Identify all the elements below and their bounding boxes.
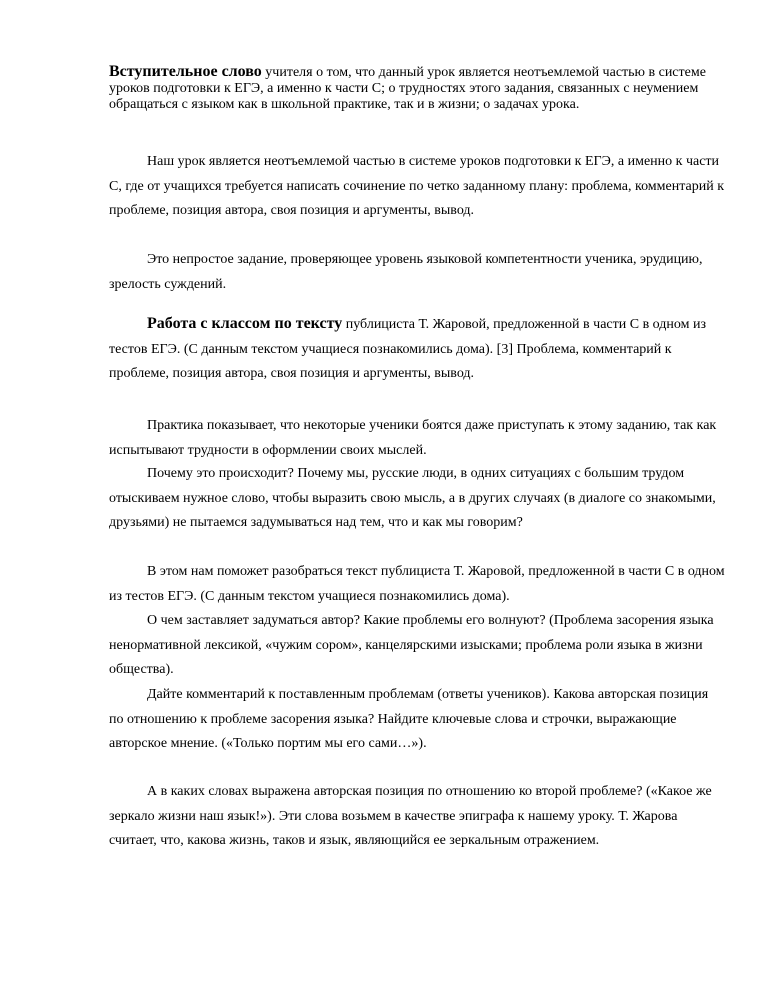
paragraph-task-difficulty: Это непростое задание, проверяющее уровень языковой компетентности ученика, эрудицию, зрелость суждений. (109, 252, 703, 292)
paragraph-epigraph: А в каких словах выражена авторская позиция по отношению ко второй проблеме? («Какое же зеркало жизни наш язык!»). Эти слова возьмем в качестве эпиграфа к нашему уроку. Т. Жарова считает, что, какова жизнь, таков и язык, являющийся ее зеркальным отражением. (109, 784, 712, 848)
paragraph-lesson-purpose: Наш урок является неотъемлемой частью в системе уроков подготовки к ЕГЭ, а именно к части С, где от учащихся требуется написать сочинение по четко заданному плану: проблема, комментарий к проблеме, позиция автора, своя позиция и аргументы, вывод. (109, 154, 725, 218)
class-work-heading: Работа с классом по тексту (147, 315, 343, 332)
paragraph-why: Почему это происходит? Почему мы, русские люди, в одних ситуациях с большим трудом отыскиваем нужное слово, чтобы выразить свою мысль, а в других случаях (в диалоге со знакомыми, друзьями) не пытаемся задумываться над тем, что и как мы говорим? (109, 466, 716, 530)
intro-paragraph (109, 64, 725, 113)
intro-text: учителя о том, что данный урок является неотъемлемой частью в системе уроков подготовки к ЕГЭ, а именно к части С; о трудностях этого задания, связанных с неумением обращаться с языком как в школьной практике, так и в жизни; о задачах урока. (109, 65, 706, 112)
paragraph-class-work (109, 312, 725, 387)
paragraph-text-help: В этом нам поможет разобраться текст публициста Т. Жаровой, предложенной в части С в одном из тестов ЕГЭ. (С данным текстом учащиеся познакомились дома). (109, 564, 725, 604)
intro-heading: Вступительное слово (109, 63, 262, 80)
paragraph-practice: Практика показывает, что некоторые ученики боятся даже приступать к этому заданию, так как испытывают трудности в оформлении своих мыслей. (109, 418, 717, 458)
paragraph-problems: О чем заставляет задуматься автор? Какие проблемы его волнуют? (Проблема засорения языка ненормативной лексикой, «чужим сором», канцелярскими изысками; проблема роли языка в жизни общества). (109, 613, 714, 677)
class-work-text: публициста Т. Жаровой, предложенной в части С в одном из тестов ЕГЭ. (С данным текстом учащиеся познакомились дома). [3] Проблема, комментарий к проблеме, позиция автора, своя позиция и аргументы, вывод. (109, 317, 707, 381)
paragraph-commentary: Дайте комментарий к поставленным проблемам (ответы учеников). Какова авторская позиция по отношению к проблеме засорения языка? Найдите ключевые слова и строчки, выражающие авторское мнение. («Только портим мы его сами…»). (109, 687, 709, 751)
